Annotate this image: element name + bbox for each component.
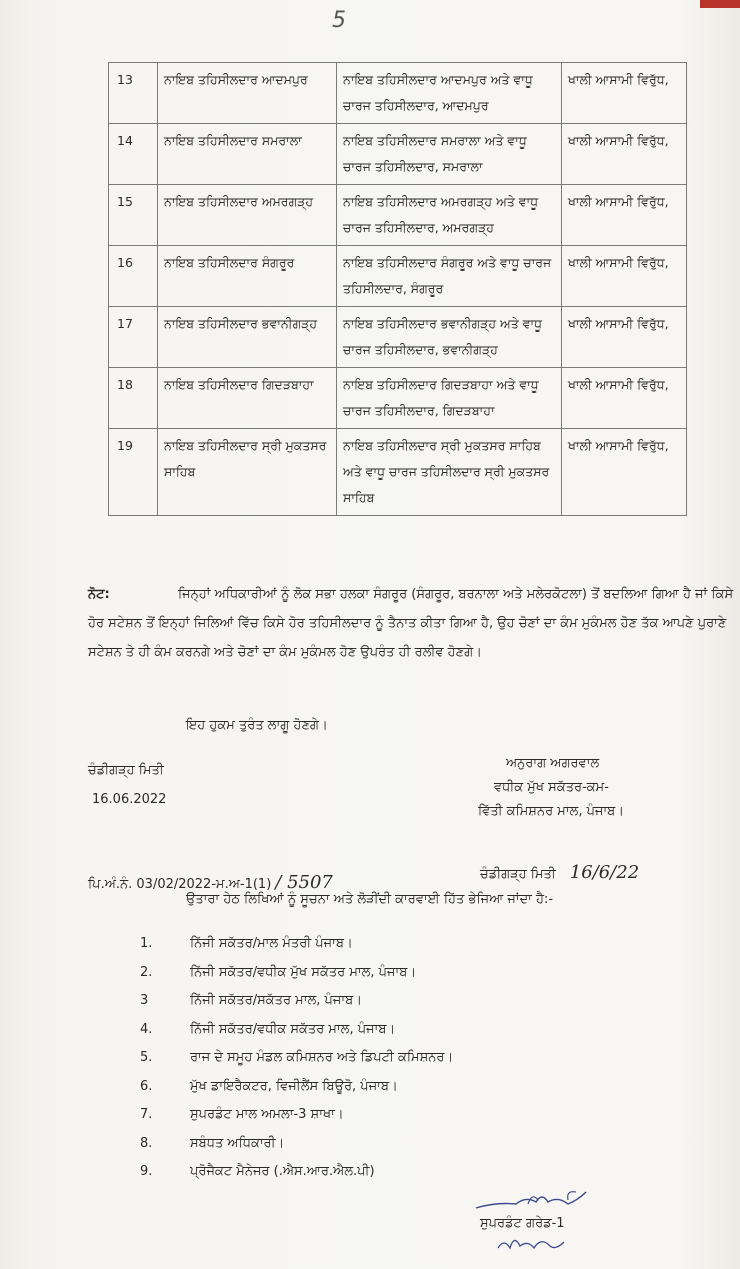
list-item-number: 4. [140,1021,153,1037]
table-row [109,429,687,516]
charge-cell: ਨਾਇਬ ਤਹਿਸੀਲਦਾਰ ਸੰਗਰੂਰ ਅਤੇ ਵਾਧੂ ਚਾਰਜ ਤਹਿਸੀਲਦਾਰ, ਸੰਗਰੂਰ [337,246,562,307]
issue-date: 16.06.2022 [92,792,167,807]
list-item-text: ਪ੍ਰੋਜੈਕਟ ਮੈਨੇਜਰ (.ਐਸ.ਆਰ.ਐਲ.ਪੀ) [190,1164,375,1179]
table-row [109,307,687,368]
charge-cell: ਨਾਇਬ ਤਹਿਸੀਲਦਾਰ ਗਿਦੜਬਾਹਾ ਅਤੇ ਵਾਧੂ ਚਾਰਜ ਤਹਿਸੀਲਦਾਰ, ਗਿਦੜਬਾਹਾ [337,368,562,429]
list-item-text: ਨਿੱਜੀ ਸਕੱਤਰ/ਵਧੀਕ ਸਕੱਤਰ ਮਾਲ, ਪੰਜਾਬ। [190,1021,396,1037]
ref-prefix: ਪਿ.ਅੰ.ਨੰ. 03/02/2022-ਮ.ਅ-1(1) [88,877,272,892]
list-item-text: ਨਿੱਜੀ ਸਕੱਤਰ/ਮਾਲ ਮੰਤਰੀ ਪੰਜਾਬ। [190,936,353,951]
issue-place: ਚੰਡੀਗੜ੍ਹ ਮਿਤੀ [88,763,164,778]
superintendent-signature-block [468,1186,628,1266]
post-cell: ਨਾਇਬ ਤਹਿਸੀਲਦਾਰ ਅਮਰਗੜ੍ਹ [158,185,337,246]
transfer-table [108,62,687,516]
serial-number-cell: 18 [109,368,158,429]
table-row [109,124,687,185]
list-item-number: 7. [140,1107,153,1122]
page-edge-mark [700,0,740,8]
remark-cell: ਖਾਲੀ ਆਸਾਮੀ ਵਿਰੁੱਧ, [562,307,687,368]
order-line: ਇਹ ਹੁਕਮ ਤੁਰੰਤ ਲਾਗੂ ਹੋਣਗੇ। [186,718,328,733]
list-item [140,1079,453,1108]
remark-cell: ਖਾਲੀ ਆਸਾਮੀ ਵਿਰੁੱਧ, [562,124,687,185]
list-item-number: 1. [140,936,153,951]
table-row [109,185,687,246]
endorsement-place-date [480,862,639,883]
table-row [109,63,687,124]
charge-cell: ਨਾਇਬ ਤਹਿਸੀਲਦਾਰ ਆਦਮਪੁਰ ਅਤੇ ਵਾਧੂ ਚਾਰਜ ਤਹਿਸੀਲਦਾਰ, ਆਦਮਪੁਰ [337,63,562,124]
list-item [140,1050,453,1079]
post-cell: ਨਾਇਬ ਤਹਿਸੀਲਦਾਰ ਭਵਾਨੀਗੜ੍ਹ [158,307,337,368]
endorsement-date-handwritten: 16/6/22 [569,862,640,883]
list-item-number: 2. [140,964,153,980]
post-cell: ਨਾਇਬ ਤਹਿਸੀਲਦਾਰ ਸਮਰਾਲਾ [158,124,337,185]
list-item [140,1022,453,1051]
serial-number-cell: 15 [109,185,158,246]
serial-number-cell: 14 [109,124,158,185]
charge-cell: ਨਾਇਬ ਤਹਿਸੀਲਦਾਰ ਭਵਾਨੀਗੜ੍ਹ ਅਤੇ ਵਾਧੂ ਚਾਰਜ ਤਹਿਸੀਲਦਾਰ, ਭਵਾਨੀਗੜ੍ਹ [337,307,562,368]
remark-cell: ਖਾਲੀ ਆਸਾਮੀ ਵਿਰੁੱਧ, [562,246,687,307]
list-item-text: ਮੁੱਖ ਡਾਇਰੈਕਟਰ, ਵਿਜੀਲੈਂਸ ਬਿਊਰੋ, ਪੰਜਾਬ। [190,1078,398,1094]
forward-text: ਉਤਾਰਾ ਹੇਠ ਲਿਖਿਆਂ ਨੂੰ ਸੂਚਨਾ ਅਤੇ ਲੋੜੀਂਦੀ ਕਾਰਵਾਈ ਹਿੱਤ ਭੇਜਿਆ ਜਾਂਦਾ ਹੈ:- [186,892,554,907]
serial-number-cell: 13 [109,63,158,124]
remark-cell: ਖਾਲੀ ਆਸਾਮੀ ਵਿਰੁੱਧ, [562,368,687,429]
signatory-block [478,752,678,824]
endorsement-place: ਚੰਡੀਗੜ੍ਹ ਮਿਤੀ [480,867,556,882]
recipient-list [140,936,453,1193]
list-item-number: 8. [140,1135,153,1151]
page-number: 5 [332,8,346,33]
table-row [109,368,687,429]
list-item-text: ਰਾਜ ਦੇ ਸਮੂਹ ਮੰਡਲ ਕਮਿਸ਼ਨਰ ਅਤੇ ਡਿਪਟੀ ਕਮਿਸ਼ਨਰ। [190,1050,454,1065]
serial-number-cell: 16 [109,246,158,307]
list-item-number: 5. [140,1050,153,1065]
list-item [140,1164,453,1193]
signatory-designation-1: ਵਧੀਕ ਮੁੱਖ ਸਕੱਤਰ-ਕਮ- [494,780,609,795]
list-item-number: 3 [140,993,149,1008]
endorsement-ref [88,872,333,893]
charge-cell: ਨਾਇਬ ਤਹਿਸੀਲਦਾਰ ਅਮਰਗੜ੍ਹ ਅਤੇ ਵਾਧੂ ਚਾਰਜ ਤਹਿਸੀਲਦਾਰ, ਅਮਰਗੜ੍ਹ [337,185,562,246]
list-item-text: ਸਬੰਧਤ ਅਧਿਕਾਰੀ। [190,1135,285,1151]
serial-number-cell: 19 [109,429,158,516]
list-item-number: 9. [140,1164,153,1179]
table-row [109,246,687,307]
post-cell: ਨਾਇਬ ਤਹਿਸੀਲਦਾਰ ਆਦਮਪੁਰ [158,63,337,124]
signatory-designation-2: ਵਿੱਤੀ ਕਮਿਸ਼ਨਰ ਮਾਲ, ਪੰਜਾਬ। [478,804,625,819]
ref-number-handwritten: / 5507 [275,872,333,893]
note-label: ਨੋਟ: [88,587,110,602]
remark-cell: ਖਾਲੀ ਆਸਾਮੀ ਵਿਰੁੱਧ, [562,185,687,246]
post-cell: ਨਾਇਬ ਤਹਿਸੀਲਦਾਰ ਗਿਦੜਬਾਹਾ [158,368,337,429]
list-item [140,1136,453,1165]
list-item [140,936,453,965]
serial-number-cell: 17 [109,307,158,368]
charge-cell: ਨਾਇਬ ਤਹਿਸੀਲਦਾਰ ਸਮਰਾਲਾ ਅਤੇ ਵਾਧੂ ਚਾਰਜ ਤਹਿਸੀਲਦਾਰ, ਸਮਰਾਲਾ [337,124,562,185]
list-item-number: 6. [140,1078,153,1094]
list-item-text: ਨਿੱਜੀ ਸਕੱਤਰ/ਵਧੀਕ ਮੁੱਖ ਸਕੱਤਰ ਮਾਲ, ਪੰਜਾਬ। [190,964,417,980]
signatory-name: ਅਨੁਰਾਗ ਅਗਰਵਾਲ [506,756,600,771]
post-cell: ਨਾਇਬ ਤਹਿਸੀਲਦਾਰ ਸੰਗਰੂਰ [158,246,337,307]
list-item [140,993,453,1022]
note-text: ਜਿਨ੍ਹਾਂ ਅਧਿਕਾਰੀਆਂ ਨੂੰ ਲੋਕ ਸਭਾ ਹਲਕਾ ਸੰਗਰੂਰ (ਸੰਗਰੂਰ, ਬਰਨਾਲਾ ਅਤੇ ਮਲੇਰਕੋਟਲਾ) ਤੋਂ ਬਦਲਿਆ ਗਿਆ ਹੈ ਜਾਂ ਕਿਸੇ ਹੋਰ ਸਟੇਸ਼ਨ ਤੋਂ ਇਨ੍ਹਾਂ ਜਿਲਿਆਂ ਵਿੱਚ ਕਿਸੇ ਹੋਰ ਤਹਿਸੀਲਦਾਰ ਨੂੰ ਤੈਨਾਤ ਕੀਤਾ ਗਿਆ ਹੈ, ਉਹ ਚੋਣਾਂ ਦਾ ਕੰਮ ਮੁਕੰਮਲ ਹੋਣ ਤੱਕ ਆਪਣੇ ਪੁਰਾਣੇ ਸਟੇਸ਼ਨ ਤੇ ਹੀ ਕੰਮ ਕਰਨਗੇ ਅਤੇ ਚੋਣਾਂ ਦਾ ਕੰਮ ਮੁਕੰਮਲ ਹੋਣ ਉਪਰੰਤ ਹੀ ਰਲੀਵ ਹੋਣਗੇ। [88,587,734,660]
list-item-text: ਨਿੱਜੀ ਸਕੱਤਰ/ਸਕੱਤਰ ਮਾਲ, ਪੰਜਾਬ। [190,993,362,1008]
remark-cell: ਖਾਲੀ ਆਸਾਮੀ ਵਿਰੁੱਧ, [562,63,687,124]
note-paragraph [88,580,740,667]
charge-cell: ਨਾਇਬ ਤਹਿਸੀਲਦਾਰ ਸ੍ਰੀ ਮੁਕਤਸਰ ਸਾਹਿਬ ਅਤੇ ਵਾਧੂ ਚਾਰਜ ਤਹਿਸੀਲਦਾਰ ਸ੍ਰੀ ਮੁਕਤਸਰ ਸਾਹਿਬ [337,429,562,516]
list-item [140,1107,453,1136]
remark-cell: ਖਾਲੀ ਆਸਾਮੀ ਵਿਰੁੱਧ, [562,429,687,516]
superintendent-designation: ਸੁਪਰਡੰਟ ਗਰੇਡ-1 [480,1216,565,1231]
list-item [140,965,453,994]
list-item-text: ਸੁਪਰਡੰਟ ਮਾਲ ਅਮਲਾ-3 ਸ਼ਾਖਾ। [190,1107,344,1122]
post-cell: ਨਾਇਬ ਤਹਿਸੀਲਦਾਰ ਸ੍ਰੀ ਮੁਕਤਸਰ ਸਾਹਿਬ [158,429,337,516]
